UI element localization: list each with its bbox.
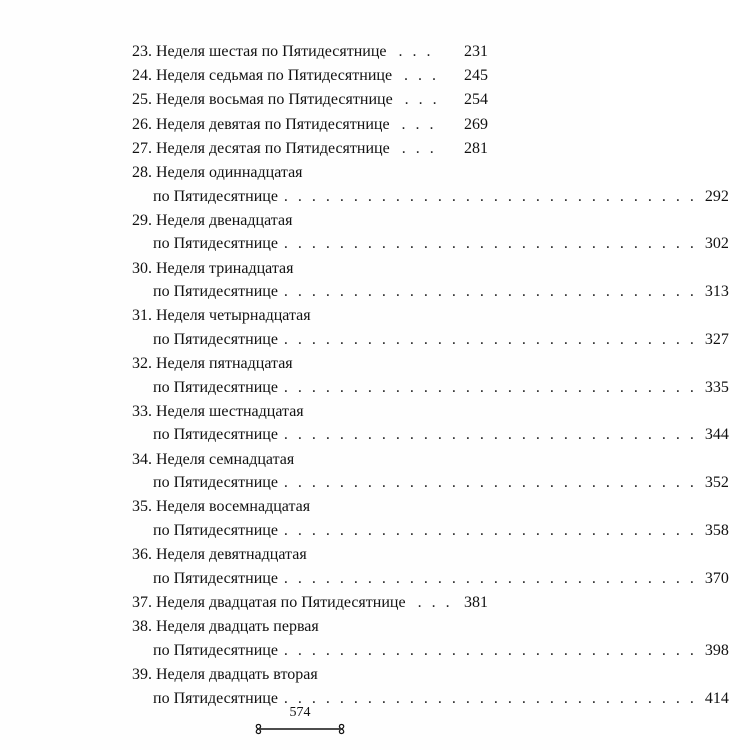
toc-entry	[132, 495, 729, 542]
toc-entry	[132, 88, 488, 112]
toc-line	[132, 471, 729, 495]
toc-entry-title: по Пятидесятнице	[153, 235, 278, 253]
toc-entry-title: Неделя пятнадцатая	[156, 355, 293, 373]
toc-entry-title: по Пятидесятнице	[153, 522, 278, 539]
toc-entry-number: 24.	[132, 67, 152, 85]
toc-page-number: 245	[464, 67, 488, 85]
toc-page-number: 327	[704, 330, 729, 348]
toc-page-number: 302	[704, 235, 729, 253]
toc-entry-title: Неделя десятая по Пятидесятнице	[156, 139, 390, 157]
toc-line	[132, 304, 488, 328]
toc-entry	[132, 304, 729, 351]
dot-leader: . . . . . . . . . . . . . . . . . . . . . . . . . . . . . .	[283, 426, 697, 444]
toc-line	[132, 543, 488, 567]
toc-entry-title: по Пятидесятнице	[153, 474, 278, 492]
toc-page-number: 358	[704, 522, 729, 539]
toc-entry-title: Неделя восемнадцатая	[156, 498, 311, 516]
toc-line	[132, 423, 729, 447]
toc-entry	[132, 113, 488, 137]
toc-line	[132, 40, 488, 64]
toc-line	[132, 257, 488, 281]
dot-leader: . . . . . . . . . . . . . . . . . . . . . . . . . . . . . .	[283, 283, 697, 301]
toc-page-number: 352	[704, 474, 729, 492]
toc-entry-number: 34.	[132, 450, 152, 468]
toc-line	[132, 232, 729, 256]
toc-line	[132, 280, 729, 304]
toc-entry	[132, 448, 729, 495]
toc-entry	[132, 615, 729, 662]
toc-line	[132, 185, 729, 209]
toc-entry	[132, 209, 729, 256]
scroll-ornament-icon	[254, 723, 346, 735]
toc-line	[132, 328, 729, 352]
toc-entry-number: 28.	[132, 163, 152, 181]
dot-leader: . . . . . . . . . . . . . . . . . . . . . . . . . . . . . .	[283, 187, 697, 205]
dot-leader: . . . . . . . . . . . . . . . . . . . . . . . . . . . . . .	[283, 235, 697, 253]
toc-line	[132, 400, 488, 424]
toc-entry-title: Неделя двадцать вторая	[156, 665, 318, 683]
toc-entry-number: 26.	[132, 115, 152, 133]
toc-entry-title: по Пятидесятнице	[153, 330, 278, 348]
toc-entry-title: Неделя девятнадцатая	[156, 546, 307, 564]
toc-entry	[132, 64, 488, 88]
toc-entry-title: Неделя двадцать первая	[156, 618, 319, 636]
toc-entry	[132, 40, 488, 64]
toc-entry	[132, 543, 729, 590]
toc-entry-title: Неделя седьмая по Пятидесятнице	[156, 67, 393, 85]
table-of-contents	[132, 40, 729, 711]
toc-entry-number: 30.	[132, 259, 152, 277]
toc-entry-title: по Пятидесятнице	[153, 426, 278, 444]
dot-leader: . . . . . . . . . . . . . . . . . . . . . . . . . . . . . .	[283, 689, 697, 707]
toc-line	[132, 352, 488, 376]
toc-page-number: 414	[704, 689, 729, 707]
toc-line	[132, 209, 488, 233]
toc-entry	[132, 352, 729, 399]
toc-entry-title: Неделя тринадцатая	[156, 259, 294, 277]
toc-entry-title: Неделя одиннадцатая	[156, 163, 303, 181]
toc-page-number: 335	[704, 378, 729, 396]
toc-line	[132, 448, 488, 472]
toc-entry	[132, 400, 729, 447]
toc-entry-title: Неделя восьмая по Пятидесятнице	[156, 91, 393, 109]
toc-entry-number: 27.	[132, 139, 152, 157]
toc-entry	[132, 591, 488, 615]
toc-line	[132, 567, 729, 591]
toc-entry-number: 29.	[132, 211, 152, 229]
toc-entry-number: 31.	[132, 307, 152, 325]
dot-leader: . . .	[401, 115, 437, 133]
dot-leader: . . .	[404, 91, 440, 109]
toc-page-number: 231	[464, 43, 488, 60]
toc-line	[132, 639, 729, 663]
dot-leader: . . . . . . . . . . . . . . . . . . . . . . . . . . . . . .	[283, 641, 697, 659]
dot-leader: . . .	[417, 593, 453, 611]
toc-entry-title: по Пятидесятнице	[153, 283, 278, 301]
toc-line	[132, 161, 488, 185]
toc-entry-title: по Пятидесятнице	[153, 641, 278, 659]
toc-page-number: 313	[704, 283, 729, 301]
toc-line	[132, 519, 729, 543]
toc-entry	[132, 257, 729, 304]
page-footer	[0, 705, 600, 735]
toc-page-number: 370	[704, 569, 729, 587]
dot-leader: . . .	[404, 67, 440, 85]
toc-page-number: 269	[464, 115, 488, 133]
toc-entry-number: 39.	[132, 665, 152, 683]
toc-entry-title: Неделя шестнадцатая	[156, 402, 304, 420]
toc-entry-title: Неделя семнадцатая	[156, 450, 295, 468]
toc-line	[132, 495, 488, 519]
toc-entry-title: Неделя двадцатая по Пятидесятнице	[156, 593, 406, 611]
dot-leader: . . .	[398, 43, 434, 60]
toc-entry	[132, 663, 729, 710]
toc-entry-number: 25.	[132, 91, 152, 109]
toc-entry-title: Неделя четырнадцатая	[156, 307, 311, 325]
toc-entry-title: Неделя шестая по Пятидесятнице	[156, 43, 387, 60]
toc-page-number: 381	[464, 593, 488, 611]
dot-leader: . . . . . . . . . . . . . . . . . . . . . . . . . . . . . .	[283, 474, 697, 492]
toc-entry-number: 38.	[132, 618, 152, 636]
toc-page-number: 344	[704, 426, 729, 444]
toc-page-number: 254	[464, 91, 488, 109]
dot-leader: . . .	[401, 139, 437, 157]
dot-leader: . . . . . . . . . . . . . . . . . . . . . . . . . . . . . .	[283, 522, 697, 539]
toc-entry-number: 23.	[132, 43, 152, 60]
toc-line	[132, 64, 488, 88]
toc-entry-number: 36.	[132, 546, 152, 564]
dot-leader: . . . . . . . . . . . . . . . . . . . . . . . . . . . . . .	[283, 330, 697, 348]
toc-entry-title: Неделя двенадцатая	[156, 211, 293, 229]
toc-entry-number: 32.	[132, 355, 152, 373]
toc-page-number: 281	[464, 139, 488, 157]
toc-entry-number: 35.	[132, 498, 152, 516]
toc-entry	[132, 137, 488, 161]
toc-entry-title: по Пятидесятнице	[153, 378, 278, 396]
page-number: 574	[289, 705, 311, 720]
dot-leader: . . . . . . . . . . . . . . . . . . . . . . . . . . . . . .	[283, 378, 697, 396]
toc-entry-number: 33.	[132, 402, 152, 420]
toc-entry-title: по Пятидесятнице	[153, 187, 278, 205]
toc-page-number: 398	[704, 641, 729, 659]
toc-entry-title: Неделя девятая по Пятидесятнице	[156, 115, 390, 133]
toc-line	[132, 113, 488, 137]
toc-entry	[132, 161, 729, 208]
toc-line	[132, 663, 488, 687]
toc-entry-title: по Пятидесятнице	[153, 689, 278, 707]
toc-line	[132, 376, 729, 400]
toc-entry-title: по Пятидесятнице	[153, 569, 278, 587]
toc-line	[132, 88, 488, 112]
toc-line	[132, 615, 488, 639]
dot-leader: . . . . . . . . . . . . . . . . . . . . . . . . . . . . . .	[283, 569, 697, 587]
toc-line	[132, 591, 488, 615]
toc-line	[132, 137, 488, 161]
toc-page-number: 292	[704, 187, 729, 205]
toc-entry-number: 37.	[132, 593, 152, 611]
